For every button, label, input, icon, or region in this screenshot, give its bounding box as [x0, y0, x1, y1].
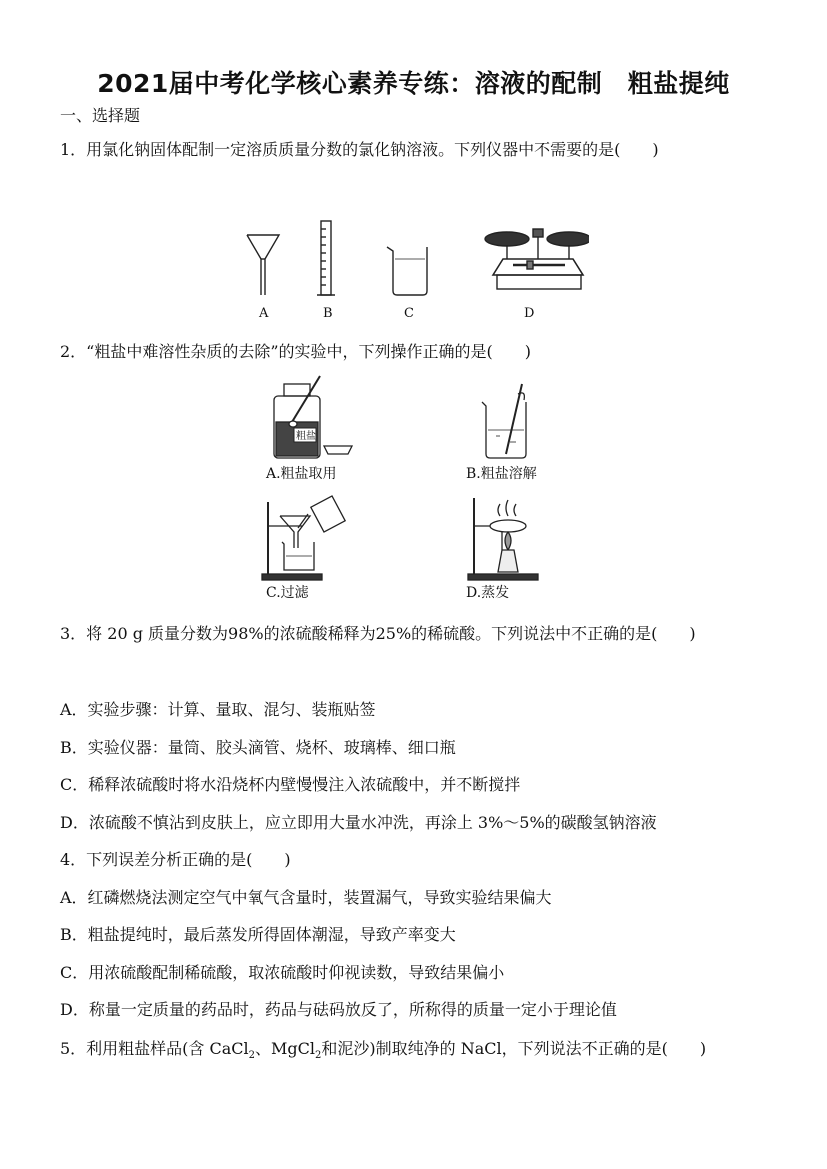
q1-figure — [237, 215, 589, 325]
caption-c: C.过滤 — [266, 585, 309, 601]
balance-scale-icon — [485, 229, 589, 289]
q3-option-b: B．实验仪器：量筒、胶头滴管、烧杯、玻璃棒、细口瓶 — [60, 738, 456, 757]
q4-option-b: B．粗盐提纯时，最后蒸发所得固体潮湿，导致产率变大 — [60, 925, 456, 944]
q2-figure-b — [472, 380, 552, 462]
label-c: C — [404, 306, 414, 321]
question-5 — [60, 1030, 775, 1075]
caption-d: D.蒸发 — [466, 585, 510, 601]
q2-figure-a — [262, 372, 362, 462]
q4-option-c: C．用浓硫酸配制稀硫酸，取浓硫酸时仰视读数，导致结果偏小 — [60, 963, 505, 982]
label-d: D — [524, 306, 535, 321]
q4-option-a: A．红磷燃烧法测定空气中氧气含量时，装置漏气，导致实验结果偏大 — [60, 888, 552, 907]
caption-a: A.粗盐取用 — [266, 466, 337, 482]
q3-option-a: A．实验步骤：计算、量取、混匀、装瓶贴签 — [60, 700, 376, 719]
jar-label: 粗盐 — [296, 431, 316, 442]
q5-text-1: 5．利用粗盐样品(含 CaCl — [60, 1039, 249, 1058]
section-heading: 一、选择题 — [60, 106, 141, 125]
beaker-icon — [387, 247, 427, 295]
label-a: A — [259, 306, 269, 321]
q5-text-3: 和泥沙)制取纯净的 NaCl，下列说法不正确的是( ) — [321, 1039, 707, 1058]
question-4: 4．下列误差分析正确的是( ) — [60, 850, 291, 869]
q3-option-d: D．浓硫酸不慎沾到皮肤上，应立即用大量水冲洗，再涂上 3%～5%的碳酸氢钠溶液 — [60, 813, 657, 832]
caption-b: B.粗盐溶解 — [466, 466, 537, 482]
page-title: 2021届中考化学核心素养专练：溶液的配制 粗盐提纯 — [97, 69, 730, 98]
graduated-cylinder-icon — [317, 221, 335, 295]
q2-figure-c — [258, 492, 358, 582]
label-b: B — [323, 306, 333, 321]
q2-figure-d — [462, 492, 552, 582]
q4-option-d: D．称量一定质量的药品时，药品与砝码放反了，所称得的质量一定小于理论值 — [60, 1000, 617, 1019]
q5-text-2: 、MgCl — [255, 1039, 316, 1058]
q5-sub-2: 2 — [315, 1050, 322, 1062]
funnel-icon — [247, 235, 279, 295]
q3-option-c: C．稀释浓硫酸时将水沿烧杯内壁慢慢注入浓硫酸中，并不断搅拌 — [60, 775, 521, 794]
question-1: 1．用氯化钠固体配制一定溶质质量分数的氯化钠溶液。下列仪器中不需要的是( ) — [60, 140, 659, 159]
q5-sub-1: 2 — [248, 1050, 256, 1062]
question-3: 3．将 20 g 质量分数为98%的浓硫酸稀释为25%的稀硫酸。下列说法中不正确的是( ) — [60, 624, 696, 643]
question-2: 2．“粗盐中难溶性杂质的去除”的实验中，下列操作正确的是( ) — [60, 342, 532, 361]
